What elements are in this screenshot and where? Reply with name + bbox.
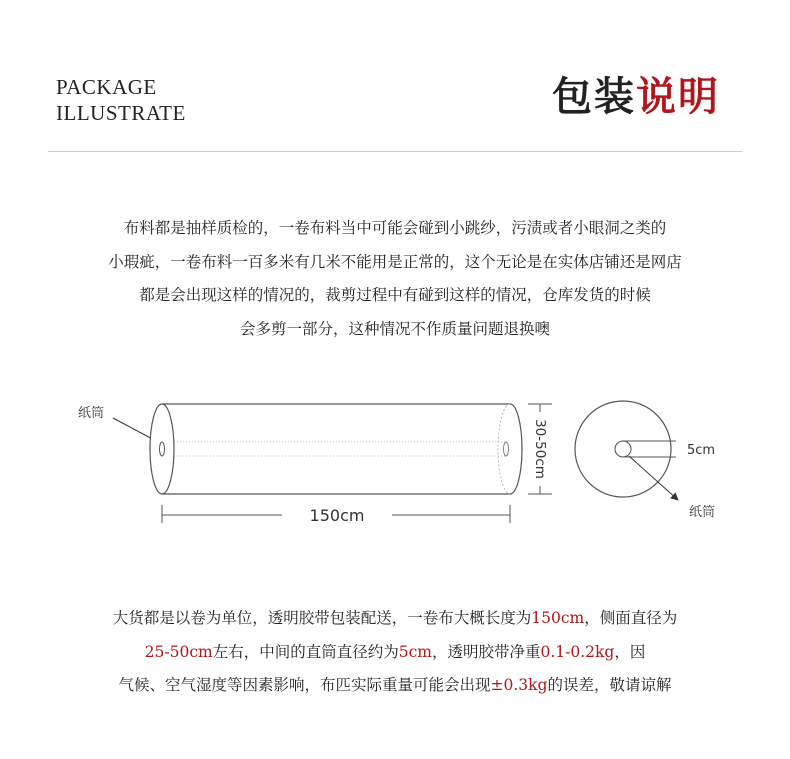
core-hole-left (160, 442, 165, 456)
roll-diagram (0, 385, 790, 535)
diameter-dimension (528, 404, 552, 494)
intro-line-2: 小瑕疵，一卷布料一百多米有几米不能用是正常的，这个无论是在实体店铺还是网店 (108, 252, 682, 271)
header-english-line1: PACKAGE (56, 75, 157, 99)
header-english (56, 74, 186, 126)
core-label-right: 纸筒 (689, 505, 716, 520)
fabric-roll-side-view (150, 404, 522, 494)
header-divider (48, 151, 742, 152)
summary-text: 左右，中间的直筒直径约为 (212, 642, 399, 661)
intro-line-1: 布料都是抽样质检的，一卷布料当中可能会碰到小跳纱，污渍或者小眼洞之类的 (123, 219, 667, 237)
header-english-line2: ILLUSTRATE (56, 101, 186, 125)
summary-text: ，透明胶带净重 (431, 642, 541, 661)
summary-line-2 (0, 636, 790, 670)
page-title-red: 说明 (636, 73, 720, 120)
fabric-roll-end-view (575, 401, 715, 520)
summary-line-1 (0, 602, 790, 636)
length-dimension (162, 505, 510, 525)
summary-text: ，因 (614, 642, 646, 661)
length-label: 150cm (309, 506, 365, 525)
page-title (552, 72, 720, 122)
core-diameter-value: 5cm (398, 642, 432, 661)
roll-length-value: 150cm (531, 609, 585, 627)
summary-text: 的误差，敬请谅解 (547, 676, 672, 694)
summary-text: 气候、空气湿度等因素影响，布匹实际重量可能会出现 (118, 676, 491, 694)
diameter-label: 30-50cm (532, 419, 548, 479)
summary-text: ，侧面直径为 (584, 609, 678, 627)
intro-line-3: 都是会出现这样的情况的，裁剪过程中有碰到这样的情况，仓库发货的时候 (139, 286, 651, 304)
tape-weight-value: 0.1-0.2kg (540, 642, 615, 661)
intro-line-4: 会多剪一部分，这种情况不作质量问题退换噢 (239, 319, 550, 338)
summary-line-3 (0, 669, 790, 703)
roll-diameter-value: 25-50cm (144, 642, 213, 661)
core-diameter-label: 5cm (687, 443, 716, 458)
weight-tolerance-value: ±0.3kg (490, 676, 548, 694)
summary-paragraph (0, 602, 790, 703)
intro-paragraph (0, 212, 790, 346)
core-label-left: 纸筒 (78, 406, 105, 421)
page-title-dark: 包装 (552, 73, 636, 120)
core-hole-right (615, 441, 631, 457)
summary-text: 大货都是以卷为单位，透明胶带包装配送，一卷布大概长度为 (112, 609, 532, 627)
